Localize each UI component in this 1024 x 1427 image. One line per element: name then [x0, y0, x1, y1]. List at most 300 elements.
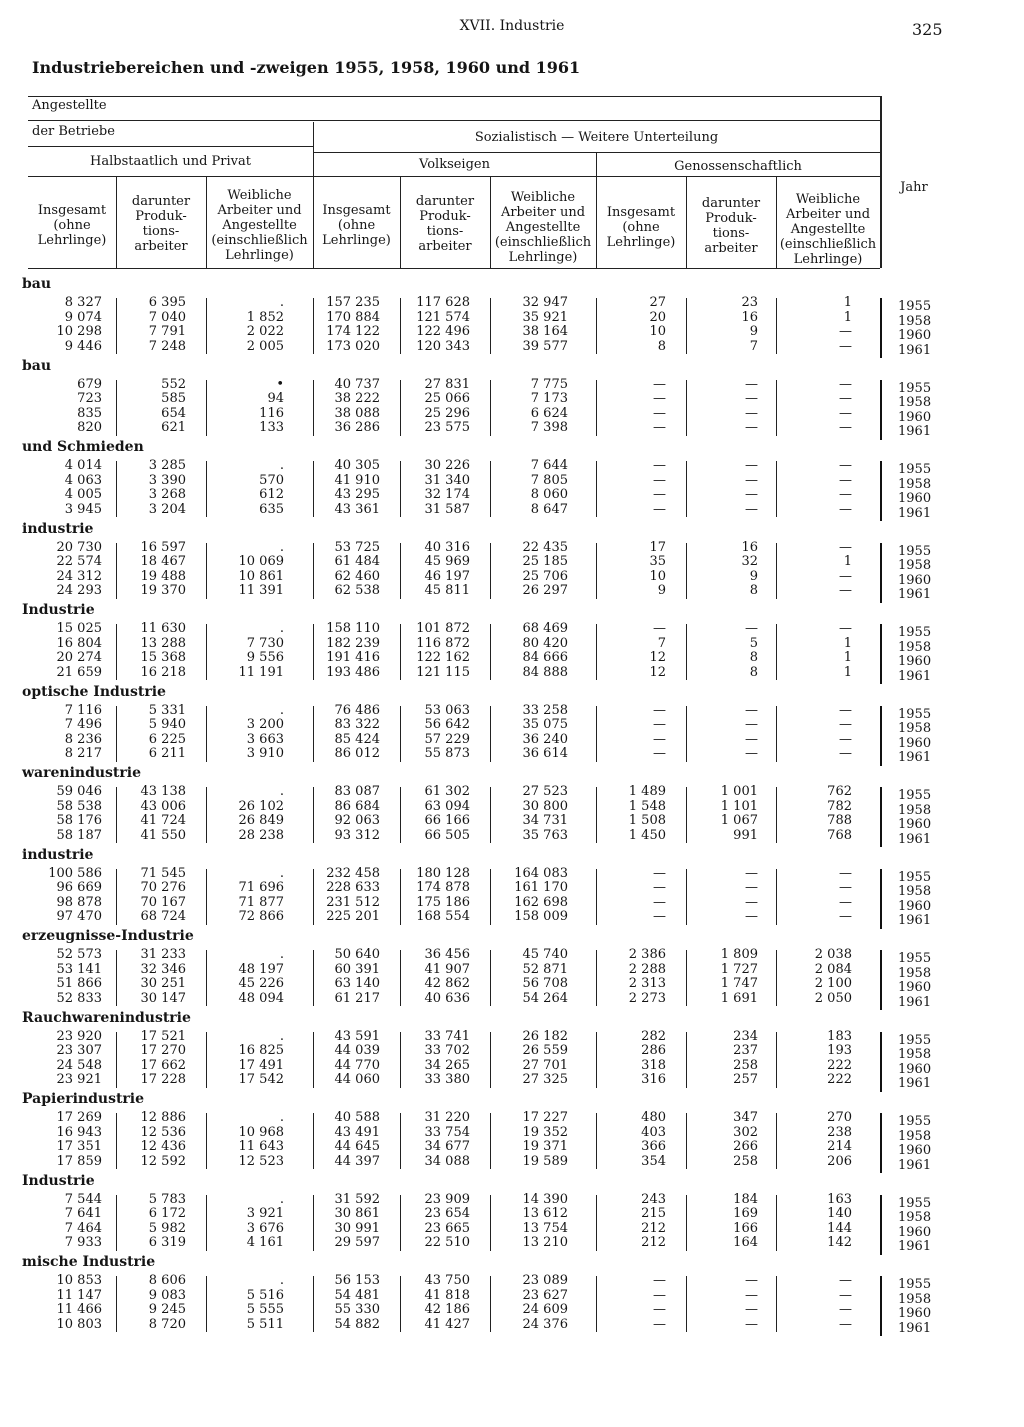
- cell-insgesamt-hp: 9 074: [64, 309, 102, 325]
- cell-insgesamt-ve: 85 424: [334, 731, 380, 747]
- cell-insgesamt-hp: 24 548: [56, 1057, 102, 1073]
- section-label: erzeugnisse-Industrie: [22, 928, 194, 944]
- cell-weibliche-gen: 140: [827, 1206, 852, 1221]
- year-cell: 1961: [898, 1076, 932, 1091]
- cell-insgesamt-gen: —: [653, 458, 666, 473]
- cell-weibliche-ve: 22 435: [522, 539, 568, 555]
- cell-produktion-ve: 41 427: [424, 1316, 470, 1332]
- cell-produktion-gen: 7: [749, 338, 758, 354]
- cell-insgesamt-hp: 7 464: [64, 1220, 102, 1236]
- cell-produktion-ve: 61 302: [424, 784, 470, 799]
- cell-weibliche-ve: 7 775: [530, 376, 568, 392]
- cell-weibliche-ve: 19 352: [522, 1124, 568, 1140]
- cell-weibliche-gen: 206: [827, 1153, 852, 1169]
- header-genossenschaftlich: Genossenschaftlich: [674, 159, 802, 174]
- cell-produktion-gen: —: [745, 702, 758, 718]
- cell-weibliche-hp: .: [279, 1273, 284, 1288]
- cell-insgesamt-ve: 38 088: [334, 405, 380, 421]
- cell-weibliche-hp: 11 391: [238, 583, 284, 598]
- cell-produktion-gen: 1 691: [720, 990, 758, 1006]
- year-cell: 1960: [898, 1061, 932, 1077]
- cell-weibliche-hp: 10 069: [238, 554, 284, 569]
- cell-weibliche-ve: 8 647: [530, 501, 568, 517]
- year-cell: 1961: [898, 750, 932, 765]
- cell-produktion-gen: 347: [733, 1110, 758, 1125]
- cell-weibliche-ve: 84 888: [522, 664, 568, 680]
- cell-produktion-hp: 9 245: [148, 1302, 186, 1317]
- cell-weibliche-hp: 5 555: [246, 1302, 284, 1317]
- cell-weibliche-ve: 26 297: [522, 583, 568, 598]
- cell-weibliche-gen: 270: [827, 1110, 852, 1125]
- cell-insgesamt-hp: 53 141: [56, 961, 102, 977]
- cell-weibliche-gen: 214: [827, 1139, 852, 1154]
- cell-insgesamt-gen: 2 386: [628, 947, 666, 962]
- cell-produktion-gen: 1 809: [720, 947, 758, 962]
- cell-insgesamt-ve: 76 486: [334, 702, 380, 718]
- year-cell: 1960: [898, 817, 932, 832]
- section-label: Papierindustrie: [22, 1091, 145, 1107]
- cell-insgesamt-ve: 44 060: [334, 1072, 380, 1087]
- cell-insgesamt-ve: 43 591: [334, 1028, 380, 1044]
- header-divider: [206, 176, 207, 268]
- cell-produktion-hp: 19 488: [140, 568, 186, 584]
- cell-produktion-ve: 168 554: [416, 909, 470, 924]
- header-divider: [686, 176, 687, 268]
- cell-produktion-gen: —: [745, 894, 758, 910]
- cell-produktion-gen: 8: [749, 583, 758, 598]
- header-col-insgesamt: Insgesamt (ohne Lehrlinge): [322, 203, 391, 248]
- cell-produktion-hp: 13 288: [140, 635, 186, 651]
- cell-weibliche-ve: 25 706: [522, 568, 568, 584]
- cell-weibliche-ve: 27 701: [522, 1057, 568, 1073]
- cell-produktion-ve: 30 226: [424, 458, 470, 473]
- cell-weibliche-ve: 39 577: [522, 338, 568, 354]
- cell-produktion-ve: 33 741: [424, 1028, 470, 1044]
- cell-weibliche-hp: 71 696: [238, 880, 284, 895]
- cell-produktion-gen: 1 101: [720, 798, 758, 814]
- cell-weibliche-hp: 10 968: [238, 1124, 284, 1140]
- year-column-divider: [880, 950, 882, 1010]
- cell-produktion-hp: 12 536: [140, 1124, 186, 1140]
- cell-weibliche-gen: 2 084: [814, 961, 852, 977]
- cell-insgesamt-gen: 316: [641, 1072, 666, 1087]
- cell-weibliche-hp: 1 852: [246, 309, 284, 325]
- cell-weibliche-ve: 23 089: [522, 1273, 568, 1288]
- cell-produktion-hp: 7 791: [148, 324, 186, 339]
- cell-weibliche-gen: —: [839, 405, 852, 421]
- cell-insgesamt-gen: —: [653, 880, 666, 895]
- cell-weibliche-ve: 34 731: [522, 813, 568, 828]
- cell-produktion-gen: 8: [749, 664, 758, 680]
- cell-weibliche-gen: —: [839, 487, 852, 502]
- cell-insgesamt-gen: 17: [649, 539, 666, 555]
- cell-produktion-hp: 552: [161, 376, 186, 392]
- cell-insgesamt-ve: 83 322: [334, 717, 380, 732]
- cell-insgesamt-gen: —: [653, 894, 666, 910]
- cell-weibliche-hp: 71 877: [238, 894, 284, 910]
- cell-produktion-ve: 53 063: [424, 702, 470, 718]
- cell-insgesamt-hp: 723: [77, 391, 102, 406]
- cell-produktion-ve: 63 094: [424, 798, 470, 814]
- year-column-divider: [880, 1195, 882, 1255]
- cell-weibliche-ve: 45 740: [522, 947, 568, 962]
- cell-produktion-hp: 585: [161, 391, 186, 406]
- year-cell: 1955: [898, 625, 932, 640]
- cell-weibliche-ve: 56 708: [522, 976, 568, 991]
- year-cell: 1955: [898, 706, 932, 722]
- cell-produktion-ve: 42 186: [424, 1302, 470, 1317]
- cell-produktion-ve: 66 505: [424, 827, 470, 843]
- cell-insgesamt-hp: 10 853: [56, 1273, 102, 1288]
- year-cell: 1961: [898, 994, 932, 1010]
- cell-produktion-ve: 174 878: [416, 880, 470, 895]
- cell-insgesamt-gen: —: [653, 702, 666, 718]
- cell-insgesamt-hp: 98 878: [56, 894, 102, 910]
- section-label: Rauchwarenindustrie: [22, 1009, 191, 1026]
- cell-weibliche-ve: 25 185: [522, 554, 568, 569]
- header-col-produktion: darunter Produk- tions- arbeiter: [415, 194, 475, 254]
- cell-insgesamt-gen: 318: [641, 1057, 666, 1073]
- section-label: industrie: [22, 846, 94, 863]
- cell-insgesamt-ve: 55 330: [334, 1302, 380, 1317]
- cell-weibliche-hp: .: [279, 1028, 284, 1044]
- cell-insgesamt-hp: 8 327: [64, 295, 102, 310]
- cell-insgesamt-ve: 44 397: [334, 1153, 380, 1169]
- cell-weibliche-hp: 635: [259, 501, 284, 517]
- cell-produktion-hp: 17 521: [140, 1028, 186, 1044]
- cell-insgesamt-ve: 36 286: [334, 420, 380, 435]
- cell-insgesamt-gen: 212: [641, 1235, 666, 1250]
- cell-weibliche-ve: 158 009: [514, 909, 568, 924]
- cell-insgesamt-ve: 61 484: [334, 554, 380, 569]
- cell-insgesamt-gen: 20: [649, 309, 666, 325]
- cell-weibliche-ve: 32 947: [522, 295, 568, 310]
- cell-weibliche-gen: —: [839, 1316, 852, 1332]
- cell-weibliche-gen: 163: [827, 1191, 852, 1207]
- cell-produktion-ve: 45 969: [424, 554, 470, 569]
- cell-produktion-gen: 266: [733, 1139, 758, 1154]
- cell-insgesamt-gen: 1 489: [628, 784, 666, 799]
- cell-weibliche-ve: 38 164: [522, 324, 568, 339]
- cell-insgesamt-ve: 86 012: [334, 746, 380, 761]
- cell-insgesamt-hp: 8 236: [64, 731, 102, 747]
- cell-weibliche-hp: 11 643: [238, 1139, 284, 1154]
- cell-weibliche-ve: 17 227: [522, 1110, 568, 1125]
- cell-insgesamt-ve: 182 239: [326, 635, 380, 651]
- cell-insgesamt-ve: 43 491: [334, 1124, 380, 1140]
- year-cell: 1958: [898, 1128, 932, 1144]
- cell-insgesamt-gen: —: [653, 376, 666, 392]
- cell-produktion-hp: 17 662: [140, 1057, 186, 1073]
- cell-weibliche-ve: 27 523: [522, 784, 568, 799]
- header-rule: [28, 120, 880, 121]
- page-title: Industriebereichen und -zweigen 1955, 1958, 1960 und 1961: [32, 58, 581, 77]
- cell-produktion-gen: —: [745, 717, 758, 732]
- cell-weibliche-gen: —: [839, 746, 852, 761]
- year-cell: 1958: [898, 721, 932, 736]
- header-col-produktion: darunter Produk- tions- arbeiter: [701, 196, 761, 256]
- cell-insgesamt-gen: —: [653, 405, 666, 421]
- cell-weibliche-ve: 164 083: [514, 865, 568, 881]
- cell-weibliche-gen: —: [839, 865, 852, 881]
- cell-produktion-hp: 6 172: [148, 1206, 186, 1221]
- cell-insgesamt-hp: 16 943: [56, 1124, 102, 1140]
- cell-weibliche-hp: .: [279, 865, 284, 881]
- year-cell: 1958: [898, 802, 932, 818]
- cell-produktion-hp: 16 218: [140, 664, 186, 680]
- cell-produktion-gen: —: [745, 865, 758, 881]
- cell-insgesamt-hp: 97 470: [56, 909, 102, 924]
- cell-weibliche-gen: —: [839, 1287, 852, 1303]
- cell-insgesamt-ve: 173 020: [326, 338, 380, 354]
- section-label: Industrie: [22, 1172, 95, 1189]
- cell-weibliche-hp: 3 910: [246, 746, 284, 761]
- cell-produktion-gen: 184: [733, 1191, 758, 1207]
- year-cell: 1960: [898, 735, 932, 751]
- cell-produktion-gen: 8: [749, 650, 758, 665]
- cell-weibliche-hp: 94: [267, 391, 284, 406]
- year-cell: 1960: [898, 491, 932, 506]
- cell-produktion-hp: 17 270: [140, 1043, 186, 1058]
- cell-insgesamt-ve: 54 481: [334, 1287, 380, 1303]
- cell-produktion-hp: 16 597: [140, 539, 186, 555]
- cell-weibliche-ve: 14 390: [522, 1191, 568, 1207]
- cell-weibliche-gen: 2 050: [814, 990, 852, 1006]
- cell-weibliche-hp: 4 161: [246, 1235, 284, 1250]
- year-cell: 1955: [898, 1195, 932, 1211]
- cell-weibliche-gen: 193: [827, 1043, 852, 1058]
- cell-insgesamt-ve: 56 153: [334, 1273, 380, 1288]
- cell-insgesamt-ve: 92 063: [334, 813, 380, 828]
- cell-insgesamt-ve: 83 087: [334, 784, 380, 799]
- cell-produktion-gen: 169: [733, 1206, 758, 1221]
- cell-insgesamt-gen: 1 548: [628, 798, 666, 814]
- cell-produktion-hp: 31 233: [140, 947, 186, 962]
- cell-insgesamt-gen: —: [653, 420, 666, 435]
- year-cell: 1955: [898, 1114, 932, 1129]
- cell-weibliche-hp: 45 226: [238, 976, 284, 991]
- cell-insgesamt-gen: —: [653, 731, 666, 747]
- cell-weibliche-gen: —: [839, 1302, 852, 1317]
- cell-insgesamt-hp: 11 147: [56, 1287, 102, 1303]
- cell-weibliche-gen: —: [839, 909, 852, 924]
- cell-insgesamt-gen: —: [653, 1302, 666, 1317]
- cell-weibliche-gen: 1: [843, 295, 852, 310]
- year-cell: 1958: [898, 1291, 932, 1307]
- cell-weibliche-hp: .: [279, 1110, 284, 1125]
- cell-produktion-hp: 6 395: [148, 295, 186, 310]
- cell-weibliche-ve: 19 589: [522, 1153, 568, 1169]
- cell-produktion-gen: —: [745, 391, 758, 406]
- cell-produktion-hp: 12 886: [140, 1110, 186, 1125]
- cell-insgesamt-ve: 86 684: [334, 798, 380, 814]
- header-sozialistisch: Sozialistisch — Weitere Unterteilung: [474, 130, 719, 145]
- year-cell: 1960: [898, 654, 932, 669]
- cell-insgesamt-gen: 12: [649, 664, 666, 680]
- header-col-insgesamt: Insgesamt (ohne Lehrlinge): [606, 205, 676, 250]
- cell-produktion-gen: 16: [741, 539, 758, 555]
- cell-insgesamt-hp: 20 274: [56, 650, 102, 665]
- cell-insgesamt-hp: 8 217: [64, 746, 102, 761]
- cell-produktion-ve: 33 754: [424, 1124, 470, 1140]
- cell-weibliche-ve: 27 325: [522, 1072, 568, 1087]
- year-cell: 1955: [898, 462, 932, 477]
- cell-produktion-hp: 12 436: [140, 1139, 186, 1154]
- cell-produktion-hp: 18 467: [140, 554, 186, 569]
- cell-produktion-ve: 120 343: [416, 338, 470, 354]
- cell-produktion-hp: 70 167: [140, 894, 186, 910]
- cell-produktion-ve: 175 186: [416, 894, 470, 910]
- cell-weibliche-gen: —: [839, 338, 852, 354]
- cell-weibliche-hp: 17 542: [238, 1072, 284, 1087]
- year-cell: 1955: [898, 543, 932, 559]
- cell-produktion-ve: 180 128: [416, 865, 470, 881]
- cell-produktion-hp: 71 545: [140, 865, 186, 881]
- cell-weibliche-gen: 238: [827, 1124, 852, 1140]
- cell-insgesamt-ve: 40 588: [334, 1110, 380, 1125]
- cell-produktion-ve: 34 677: [424, 1139, 470, 1154]
- cell-weibliche-gen: —: [839, 376, 852, 392]
- cell-weibliche-ve: 35 075: [522, 717, 568, 732]
- cell-weibliche-gen: —: [839, 717, 852, 732]
- cell-produktion-ve: 41 907: [424, 961, 470, 977]
- cell-insgesamt-gen: 215: [641, 1206, 666, 1221]
- cell-produktion-gen: 234: [733, 1028, 758, 1044]
- cell-produktion-ve: 101 872: [416, 621, 470, 636]
- cell-weibliche-hp: 133: [259, 420, 284, 435]
- cell-produktion-hp: 5 982: [148, 1220, 186, 1236]
- page-number: 325: [912, 20, 943, 39]
- cell-produktion-ve: 33 380: [424, 1072, 470, 1087]
- cell-produktion-gen: —: [745, 376, 758, 392]
- header-divider: [880, 96, 882, 268]
- cell-produktion-hp: 654: [161, 405, 186, 421]
- cell-produktion-hp: 3 268: [148, 487, 186, 502]
- cell-weibliche-gen: 1: [843, 554, 852, 569]
- cell-produktion-ve: 121 574: [416, 309, 470, 325]
- cell-weibliche-gen: —: [839, 731, 852, 747]
- cell-produktion-ve: 116 872: [416, 635, 470, 651]
- cell-produktion-gen: 9: [749, 568, 758, 584]
- cell-weibliche-ve: 13 754: [522, 1220, 568, 1236]
- cell-insgesamt-gen: 243: [641, 1191, 666, 1207]
- cell-produktion-gen: —: [745, 472, 758, 488]
- cell-insgesamt-gen: 1 450: [628, 827, 666, 843]
- year-cell: 1958: [898, 558, 932, 573]
- cell-produktion-ve: 34 088: [424, 1153, 470, 1169]
- cell-insgesamt-gen: —: [653, 909, 666, 924]
- cell-produktion-gen: 1 727: [720, 961, 758, 977]
- cell-produktion-gen: 5: [749, 635, 758, 651]
- year-column-divider: [880, 787, 882, 847]
- year-cell: 1961: [898, 1157, 932, 1173]
- cell-produktion-gen: —: [745, 746, 758, 761]
- cell-insgesamt-ve: 62 460: [334, 568, 380, 584]
- cell-insgesamt-ve: 231 512: [326, 894, 380, 910]
- cell-weibliche-ve: 7 173: [530, 391, 568, 406]
- cell-insgesamt-hp: 679: [77, 376, 102, 392]
- cell-insgesamt-hp: 7 933: [64, 1235, 102, 1250]
- cell-produktion-gen: 257: [733, 1072, 758, 1087]
- cell-produktion-gen: 23: [741, 295, 758, 310]
- cell-weibliche-hp: 26 849: [238, 813, 284, 828]
- cell-produktion-ve: 42 862: [424, 976, 470, 991]
- cell-insgesamt-ve: 30 861: [334, 1206, 380, 1221]
- cell-weibliche-hp: 5 516: [246, 1287, 284, 1303]
- header-divider: [776, 176, 777, 268]
- cell-weibliche-ve: 36 614: [522, 746, 568, 761]
- cell-insgesamt-hp: 10 803: [56, 1316, 102, 1332]
- cell-produktion-gen: —: [745, 1273, 758, 1288]
- cell-insgesamt-gen: —: [653, 717, 666, 732]
- cell-insgesamt-hp: 820: [77, 420, 102, 435]
- cell-produktion-hp: 17 228: [140, 1072, 186, 1087]
- cell-weibliche-gen: —: [839, 894, 852, 910]
- cell-produktion-gen: —: [745, 1316, 758, 1332]
- year-cell: 1960: [898, 1224, 932, 1240]
- header-volkseigen: Volkseigen: [419, 157, 490, 172]
- section-label: optische Industrie: [22, 683, 166, 700]
- cell-weibliche-hp: 9 556: [246, 650, 284, 665]
- cell-produktion-hp: 43 006: [140, 798, 186, 814]
- cell-weibliche-gen: —: [839, 1273, 852, 1288]
- cell-weibliche-gen: 2 100: [814, 976, 852, 991]
- cell-weibliche-ve: 24 376: [522, 1316, 568, 1332]
- cell-insgesamt-gen: 212: [641, 1220, 666, 1236]
- year-cell: 1961: [898, 424, 932, 439]
- cell-weibliche-hp: 10 861: [238, 568, 284, 584]
- cell-weibliche-gen: 142: [827, 1235, 852, 1250]
- cell-insgesamt-hp: 7 544: [64, 1191, 102, 1207]
- cell-produktion-gen: 1 001: [720, 784, 758, 799]
- cell-produktion-hp: 9 083: [148, 1287, 186, 1303]
- cell-weibliche-gen: 2 038: [814, 947, 852, 962]
- cell-insgesamt-hp: 24 312: [56, 568, 102, 584]
- cell-produktion-hp: 32 346: [140, 961, 186, 977]
- cell-produktion-hp: 6 225: [148, 731, 186, 747]
- cell-produktion-ve: 122 162: [416, 650, 470, 665]
- cell-weibliche-gen: 222: [827, 1057, 852, 1073]
- cell-weibliche-ve: 52 871: [522, 961, 568, 977]
- cell-insgesamt-hp: 51 866: [56, 976, 102, 991]
- year-cell: 1960: [898, 898, 932, 914]
- header-rule: [28, 176, 880, 177]
- cell-insgesamt-gen: 10: [649, 568, 666, 584]
- cell-produktion-hp: 15 368: [140, 650, 186, 665]
- year-cell: 1960: [898, 328, 932, 343]
- cell-insgesamt-gen: —: [653, 391, 666, 406]
- cell-insgesamt-gen: 366: [641, 1139, 666, 1154]
- cell-weibliche-hp: 570: [259, 472, 284, 488]
- cell-produktion-ve: 23 909: [424, 1191, 470, 1207]
- cell-weibliche-ve: 24 609: [522, 1302, 568, 1317]
- cell-produktion-gen: —: [745, 880, 758, 895]
- cell-weibliche-hp: .: [279, 539, 284, 555]
- cell-insgesamt-gen: 1 508: [628, 813, 666, 828]
- cell-produktion-gen: 32: [741, 554, 758, 569]
- cell-insgesamt-ve: 50 640: [334, 947, 380, 962]
- cell-insgesamt-gen: 282: [641, 1028, 666, 1044]
- header-divider: [596, 152, 597, 268]
- cell-produktion-hp: 30 251: [140, 976, 186, 991]
- cell-insgesamt-hp: 7 116: [64, 702, 102, 718]
- cell-insgesamt-hp: 24 293: [56, 583, 102, 598]
- header-col-insgesamt: Insgesamt (ohne Lehrlinge): [37, 203, 107, 248]
- cell-produktion-ve: 40 316: [424, 539, 470, 555]
- cell-insgesamt-ve: 31 592: [334, 1191, 380, 1207]
- cell-produktion-gen: —: [745, 458, 758, 473]
- cell-weibliche-hp: 7 730: [246, 635, 284, 651]
